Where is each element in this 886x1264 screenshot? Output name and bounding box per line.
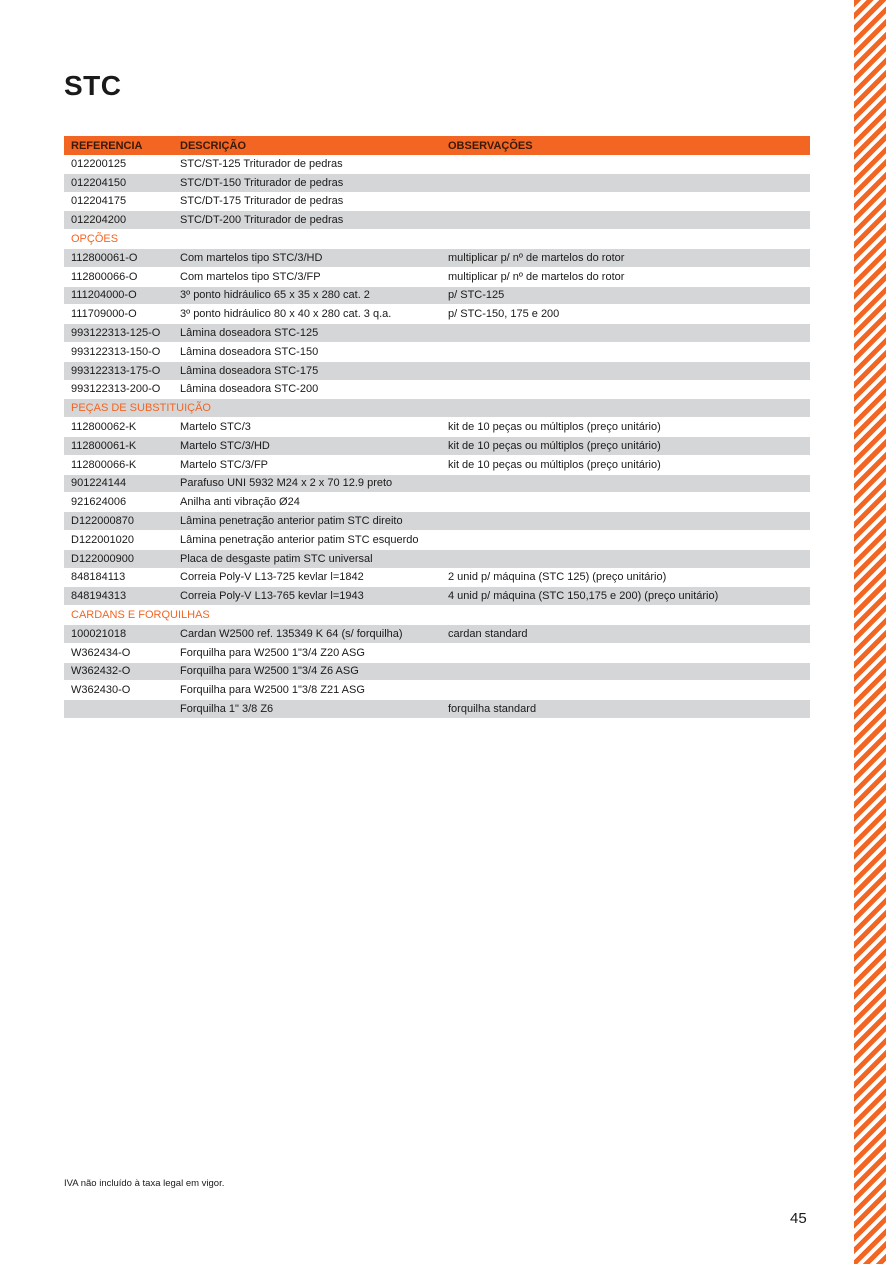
cell-observations: [441, 681, 810, 700]
cell-description: STC/DT-175 Triturador de pedras: [174, 192, 441, 211]
cell-description: Com martelos tipo STC/3/HD: [174, 248, 441, 267]
table-row: [64, 512, 810, 531]
cell-observations: [441, 342, 810, 361]
cell-reference: D122000900: [64, 549, 174, 568]
table-row: [64, 173, 810, 192]
table-row: [64, 418, 810, 437]
cell-description: Forquilha para W2500 1"3/4 Z6 ASG: [174, 662, 441, 681]
cell-description: Forquilha para W2500 1"3/4 Z20 ASG: [174, 643, 441, 662]
cell-reference: 012200125: [64, 155, 174, 173]
cell-observations: [441, 211, 810, 230]
section-row: [64, 399, 810, 418]
table-row: [64, 474, 810, 493]
cell-reference: W362432-O: [64, 662, 174, 681]
table-row: [64, 155, 810, 173]
cell-reference: 993122313-125-O: [64, 324, 174, 343]
table-row: [64, 305, 810, 324]
cell-reference: D122000870: [64, 512, 174, 531]
table-row: [64, 643, 810, 662]
footnote: IVA não incluído à taxa legal em vigor.: [64, 1178, 225, 1189]
cell-observations: [441, 361, 810, 380]
table-row: [64, 324, 810, 343]
cell-observations: multiplicar p/ nº de martelos do rotor: [441, 248, 810, 267]
table-header-row: [64, 136, 810, 155]
cell-reference: 848194313: [64, 587, 174, 606]
cell-observations: kit de 10 peças ou múltiplos (preço unitário): [441, 418, 810, 437]
section-row: [64, 606, 810, 625]
header-observacoes: OBSERVAÇÕES: [441, 136, 810, 155]
cell-reference: 012204175: [64, 192, 174, 211]
cell-reference: 112800062-K: [64, 418, 174, 437]
cell-description: Martelo STC/3/HD: [174, 436, 441, 455]
table-body: [64, 155, 810, 718]
cell-observations: [441, 549, 810, 568]
cell-description: Correia Poly-V L13-725 kevlar l=1842: [174, 568, 441, 587]
header-descricao: DESCRIÇÃO: [174, 136, 441, 155]
cell-description: STC/DT-150 Triturador de pedras: [174, 173, 441, 192]
cell-reference: D122001020: [64, 530, 174, 549]
page-number: 45: [790, 1210, 807, 1227]
section-label: CARDANS E FORQUILHAS: [64, 606, 810, 625]
section-label: PEÇAS DE SUBSTITUIÇÃO: [64, 399, 810, 418]
cell-description: Martelo STC/3/FP: [174, 455, 441, 474]
header-referencia: REFERENCIA: [64, 136, 174, 155]
cell-description: Parafuso UNI 5932 M24 x 2 x 70 12.9 preto: [174, 474, 441, 493]
cell-observations: kit de 10 peças ou múltiplos (preço unitário): [441, 436, 810, 455]
cell-description: 3º ponto hidráulico 65 x 35 x 280 cat. 2: [174, 286, 441, 305]
cell-observations: [441, 192, 810, 211]
cell-observations: [441, 474, 810, 493]
cell-observations: forquilha standard: [441, 700, 810, 719]
cell-reference: W362430-O: [64, 681, 174, 700]
page-title: STC: [64, 70, 122, 101]
cell-observations: p/ STC-150, 175 e 200: [441, 305, 810, 324]
table-row: [64, 549, 810, 568]
cell-reference: 111204000-O: [64, 286, 174, 305]
cell-observations: [441, 662, 810, 681]
table-row: [64, 700, 810, 719]
cell-observations: [441, 643, 810, 662]
table-row: [64, 530, 810, 549]
cell-reference: 112800066-O: [64, 267, 174, 286]
cell-description: Lâmina doseadora STC-150: [174, 342, 441, 361]
decorative-stripes: [854, 0, 886, 1264]
table-row: [64, 380, 810, 399]
section-label: OPÇÕES: [64, 230, 810, 249]
cell-reference: 848184113: [64, 568, 174, 587]
table-row: [64, 248, 810, 267]
cell-description: Lâmina penetração anterior patim STC esquerdo: [174, 530, 441, 549]
cell-description: Com martelos tipo STC/3/FP: [174, 267, 441, 286]
cell-observations: [441, 380, 810, 399]
section-row: [64, 230, 810, 249]
cell-reference: W362434-O: [64, 643, 174, 662]
table-row: [64, 568, 810, 587]
cell-reference: 993122313-200-O: [64, 380, 174, 399]
cell-description: Correia Poly-V L13-765 kevlar l=1943: [174, 587, 441, 606]
table-row: [64, 211, 810, 230]
cell-description: Anilha anti vibração Ø24: [174, 493, 441, 512]
cell-observations: 4 unid p/ máquina (STC 150,175 e 200) (preço unitário): [441, 587, 810, 606]
cell-observations: p/ STC-125: [441, 286, 810, 305]
cell-description: 3º ponto hidráulico 80 x 40 x 280 cat. 3 q.a.: [174, 305, 441, 324]
table-row: [64, 493, 810, 512]
table-row: [64, 361, 810, 380]
table-row: [64, 587, 810, 606]
table-row: [64, 455, 810, 474]
cell-observations: [441, 173, 810, 192]
cell-reference: [64, 700, 174, 719]
cell-observations: 2 unid p/ máquina (STC 125) (preço unitário): [441, 568, 810, 587]
cell-observations: [441, 530, 810, 549]
cell-observations: cardan standard: [441, 624, 810, 643]
cell-reference: 100021018: [64, 624, 174, 643]
cell-description: Lâmina penetração anterior patim STC direito: [174, 512, 441, 531]
cell-description: Forquilha 1" 3/8 Z6: [174, 700, 441, 719]
table-row: [64, 681, 810, 700]
cell-reference: 112800066-K: [64, 455, 174, 474]
table-row: [64, 436, 810, 455]
cell-description: STC/ST-125 Triturador de pedras: [174, 155, 441, 173]
cell-description: Lâmina doseadora STC-175: [174, 361, 441, 380]
table-row: [64, 342, 810, 361]
cell-observations: [441, 324, 810, 343]
cell-description: Forquilha para W2500 1"3/8 Z21 ASG: [174, 681, 441, 700]
cell-reference: 921624006: [64, 493, 174, 512]
cell-observations: [441, 512, 810, 531]
cell-reference: 901224144: [64, 474, 174, 493]
cell-description: Lâmina doseadora STC-200: [174, 380, 441, 399]
table-row: [64, 662, 810, 681]
cell-description: STC/DT-200 Triturador de pedras: [174, 211, 441, 230]
cell-reference: 993122313-175-O: [64, 361, 174, 380]
cell-reference: 112800061-O: [64, 248, 174, 267]
cell-observations: [441, 155, 810, 173]
cell-reference: 993122313-150-O: [64, 342, 174, 361]
cell-reference: 012204150: [64, 173, 174, 192]
cell-reference: 012204200: [64, 211, 174, 230]
cell-observations: [441, 493, 810, 512]
table-row: [64, 267, 810, 286]
table-row: [64, 624, 810, 643]
cell-observations: multiplicar p/ nº de martelos do rotor: [441, 267, 810, 286]
cell-description: Cardan W2500 ref. 135349 K 64 (s/ forquilha): [174, 624, 441, 643]
table-row: [64, 286, 810, 305]
cell-reference: 111709000-O: [64, 305, 174, 324]
cell-reference: 112800061-K: [64, 436, 174, 455]
price-table: [64, 136, 810, 719]
cell-description: Martelo STC/3: [174, 418, 441, 437]
cell-observations: kit de 10 peças ou múltiplos (preço unitário): [441, 455, 810, 474]
table-row: [64, 192, 810, 211]
cell-description: Placa de desgaste patim STC universal: [174, 549, 441, 568]
cell-description: Lâmina doseadora STC-125: [174, 324, 441, 343]
